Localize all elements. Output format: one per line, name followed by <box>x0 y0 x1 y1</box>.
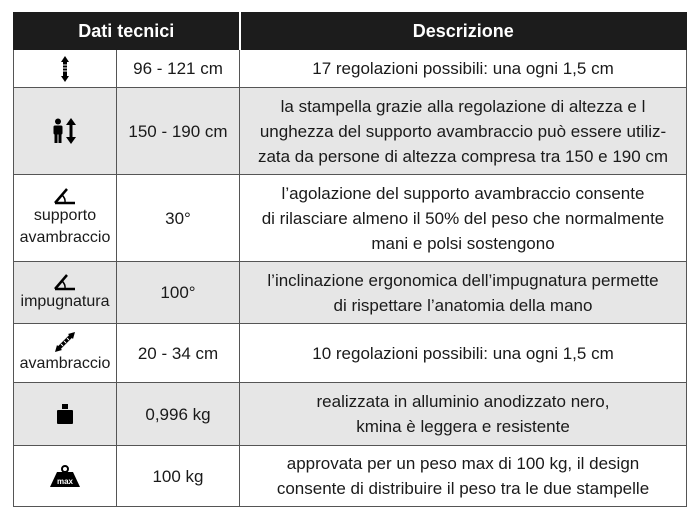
spec-value: 96 - 121 cm <box>117 50 240 88</box>
vertical-adjust-arrow-icon <box>60 56 70 82</box>
row-label: impugnatura <box>20 292 110 310</box>
spec-value: 100° <box>117 262 240 324</box>
spec-description: 10 regolazioni possibili: una ogni 1,5 cm <box>240 324 687 383</box>
angle-icon <box>53 187 77 205</box>
person-height-icon <box>52 118 78 144</box>
spec-description: la stampella grazie alla regolazione di altezza e l unghezza del supporto avambraccio può essere utiliz- zata da persone di altezza compresa tra 150 e 190 cm <box>240 88 687 175</box>
technical-data-table <box>13 12 687 507</box>
spec-value: 0,996 kg <box>117 383 240 446</box>
spec-description: 17 regolazioni possibili: una ogni 1,5 cm <box>240 50 687 88</box>
spec-value: 100 kg <box>117 446 240 507</box>
diagonal-length-arrow-icon <box>54 331 76 353</box>
spec-description: realizzata in alluminio anodizzato nero, kmina è leggera e resistente <box>240 383 687 446</box>
spec-description: l’inclinazione ergonomica dell’impugnatura permette di rispettare l’anatomia della mano <box>240 262 687 324</box>
table-row <box>14 262 687 324</box>
svg-text:max: max <box>56 477 74 486</box>
spec-value: 30° <box>117 175 240 262</box>
spec-value: 150 - 190 cm <box>117 88 240 175</box>
angle-icon <box>53 273 77 291</box>
max-weight-icon <box>49 465 81 487</box>
spec-description: l’agolazione del supporto avambraccio consente di rilasciare almeno il 50% del peso che normalmente mani e polsi sostengono <box>240 175 687 262</box>
weight-icon <box>56 404 74 424</box>
table-row <box>14 50 687 88</box>
spec-description: approvata per un peso max di 100 kg, il design consente di distribuire il peso tra le due stampelle <box>240 446 687 507</box>
table-row <box>14 324 687 383</box>
table-row <box>14 446 687 507</box>
table-row <box>14 88 687 175</box>
table-header <box>14 13 687 50</box>
spec-value: 20 - 34 cm <box>117 324 240 383</box>
row-label: avambraccio <box>19 355 111 372</box>
table-row <box>14 383 687 446</box>
row-label: supporto avambraccio <box>19 207 111 246</box>
header-descrizione: Descrizione <box>240 13 687 50</box>
header-dati-tecnici: Dati tecnici <box>14 13 240 50</box>
table-row <box>14 175 687 262</box>
